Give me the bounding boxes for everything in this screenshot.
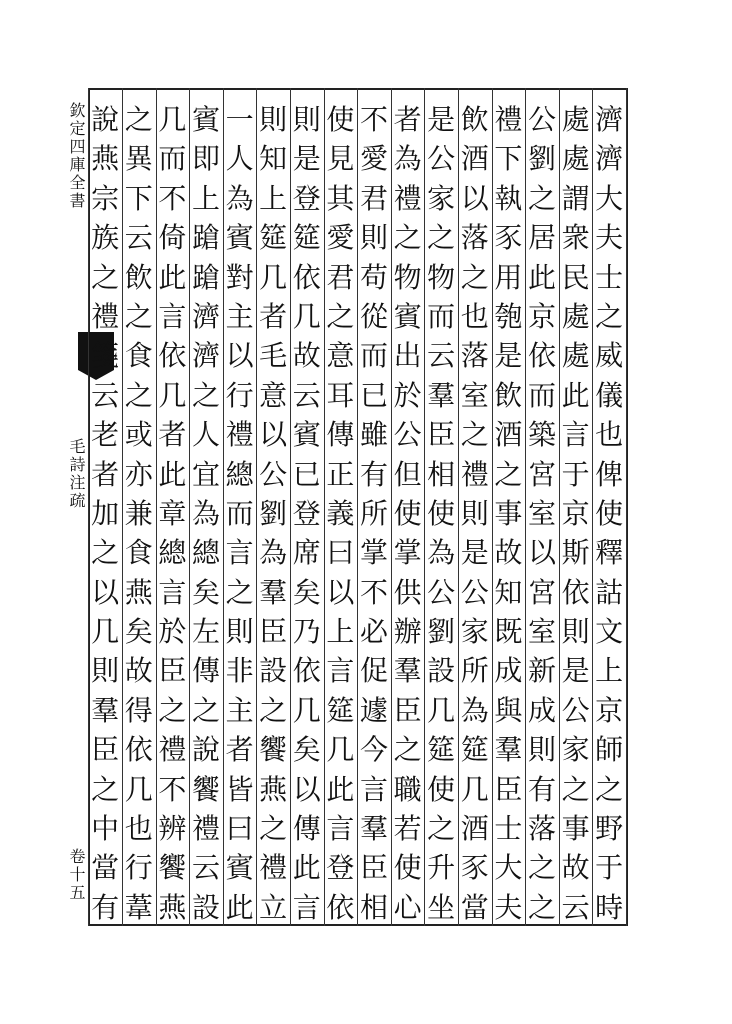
- column-rule: [391, 88, 392, 926]
- column-rule: [458, 88, 459, 926]
- column-rule: [626, 88, 627, 926]
- column-rule: [357, 88, 358, 926]
- text-column: 禮 下 執 豕 用 匏 是 飲 酒 之 事 故 知 既 成 與 羣 臣 士 大 夫: [494, 103, 523, 924]
- text-column: 飲 酒 以 落 之 也 落 室 之 禮 則 是 公 家 所 為 筵 几 酒 豕 當: [460, 103, 489, 924]
- text-column: 不 愛 君 則 苟 從 而 已 雖 有 所 掌 不 必 促 遽 今 言 羣 臣 相: [359, 103, 388, 924]
- column-rule: [256, 88, 257, 926]
- text-column: 者 為 禮 之 物 賓 出 於 公 但 使 掌 供 辦 羣 臣 之 職 若 使 心: [393, 103, 422, 924]
- column-rule: [156, 88, 157, 926]
- column-rule: [122, 88, 123, 926]
- margin-header: 欽定四庫全書: [67, 102, 86, 210]
- text-column: 濟 濟 大 夫 士 之 威 儀 也 俾 使 釋 詁 文 上 京 師 之 野 于 時: [595, 103, 624, 924]
- margin-title: 毛詩注疏: [67, 438, 86, 510]
- text-column: 則 是 登 筵 依 几 故 云 賓 已 登 席 矣 乃 依 几 矣 以 傳 此 言: [292, 103, 321, 924]
- column-rule: [525, 88, 526, 926]
- text-column: 處 處 謂 衆 民 處 處 此 言 于 京 斯 依 則 是 公 家 之 事 故 云: [561, 103, 590, 924]
- column-rule: [492, 88, 493, 926]
- text-column: 使 見 其 愛 君 之 意 耳 傳 正 義 曰 以 上 言 筵 几 此 言 登 依: [326, 103, 355, 924]
- margin-folio: 卷十五: [67, 848, 86, 902]
- text-column: 賓 即 上 蹌 蹌 濟 濟 之 人 宜 為 總 矣 左 傳 之 說 饗 禮 云 設: [191, 103, 220, 924]
- column-rule: [189, 88, 190, 926]
- text-column: 公 劉 之 居 此 京 依 而 築 宮 室 以 宮 室 新 成 則 有 落 之 之: [527, 103, 556, 924]
- column-rule: [559, 88, 560, 926]
- column-rule: [424, 88, 425, 926]
- text-column: 則 知 上 筵 几 者 毛 意 以 公 劉 為 羣 臣 設 之 饗 燕 之 禮 立: [259, 103, 288, 924]
- column-rule: [592, 88, 593, 926]
- column-rule: [290, 88, 291, 926]
- column-rule: [324, 88, 325, 926]
- column-rule: [88, 88, 89, 926]
- text-column: 說 燕 宗 族 之 禮 箋 云 老 者 加 之 以 几 則 羣 臣 之 中 當 有: [91, 103, 120, 924]
- text-column: 之 異 下 云 飲 之 食 之 或 亦 兼 食 燕 矣 故 得 依 几 也 行 葦: [124, 103, 153, 924]
- text-column: 几 而 不 倚 此 言 依 几 者 此 章 總 言 於 臣 之 禮 不 辨 饗 燕: [158, 103, 187, 924]
- text-column: 是 公 家 之 物 而 云 羣 臣 相 使 為 公 劉 設 几 筵 使 之 升 坐: [427, 103, 456, 924]
- column-rule: [223, 88, 224, 926]
- text-column: 一 人 為 賓 對 主 以 行 禮 總 而 言 之 則 非 主 者 皆 曰 賓 此: [225, 103, 254, 924]
